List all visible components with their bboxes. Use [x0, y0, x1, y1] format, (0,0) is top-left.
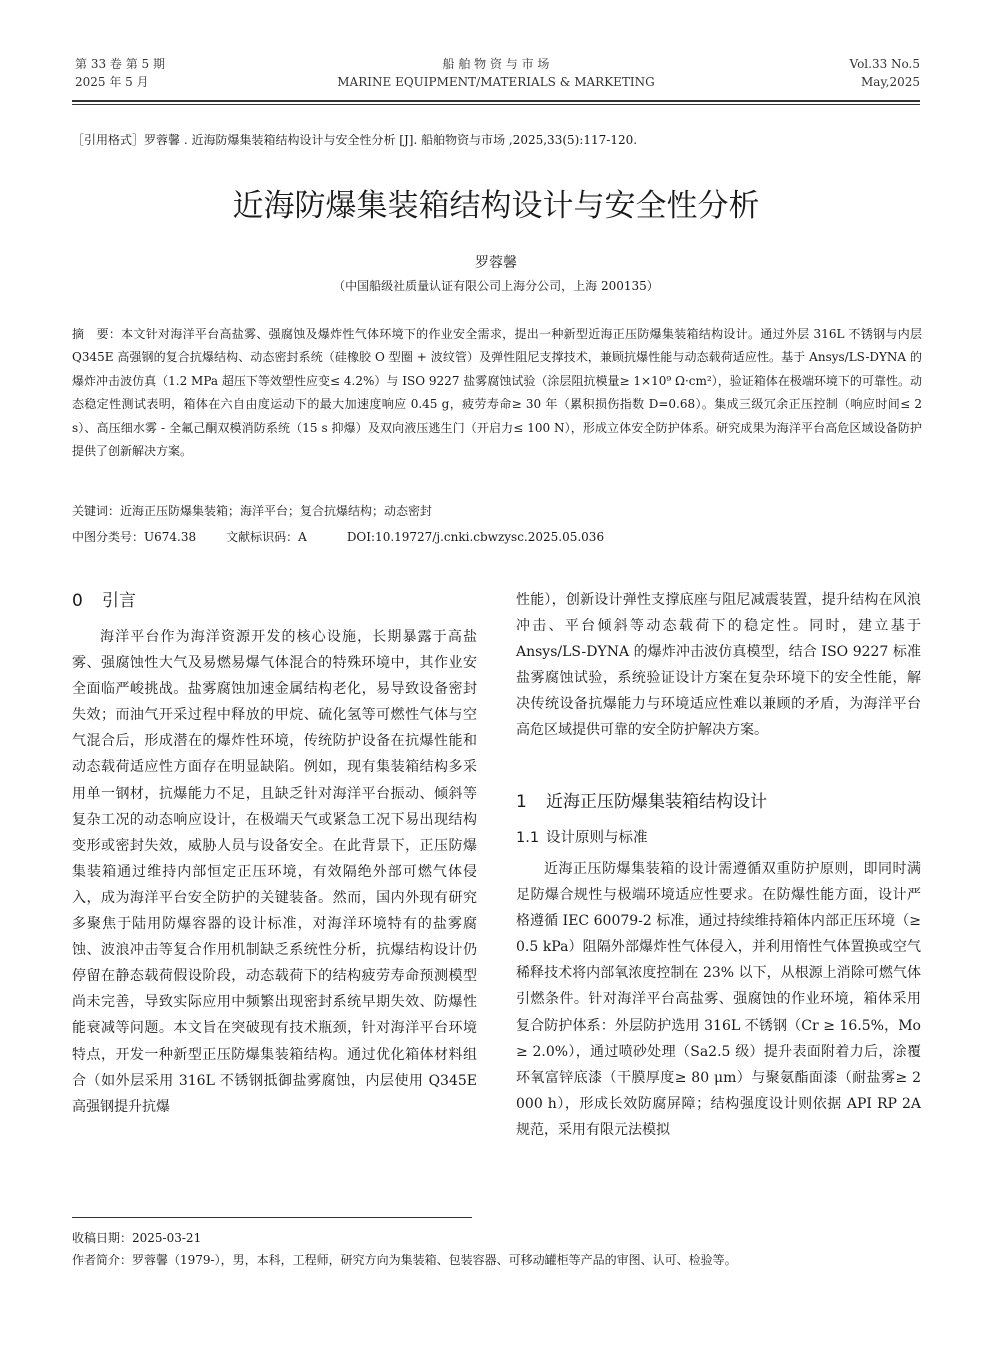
abstract-label: 摘 要：: [72, 327, 122, 341]
section-1-number: 1: [516, 792, 527, 812]
author-bio: [72, 1250, 737, 1270]
issue-date: 2025 年 5 月: [75, 75, 149, 89]
journal-name-header: [0, 55, 992, 91]
classification-line: [72, 526, 922, 548]
intro-paragraph-continued: 性能），创新设计弹性支撑底座与阻尼减震装置，提升结构在风浪冲击、平台倾斜等动态载荷下的稳定性。同时，建立基于 Ansys/LS-DYNA 的爆炸冲击波仿真模型，结合 ISO 9227 标准盐雾腐蚀试验，系统验证设计方案在复杂环境下的安全性能，解决传统设备抗爆能力与环境适应性难以兼顾的矛盾，为海洋平台高危区域提供可靠的安全防护解决方案。: [516, 592, 921, 739]
journal-volume-header: [850, 55, 921, 91]
received-label: 收稿日期：: [72, 1231, 133, 1245]
keywords-text: 近海正压防爆集装箱；海洋平台；复合抗爆结构；动态密封: [120, 504, 433, 518]
author-affiliation: （中国船级社质量认证有限公司上海分公司，上海 200135）: [333, 279, 659, 293]
keywords: [72, 500, 922, 522]
section-0-title: 引言: [102, 591, 136, 611]
doi: DOI:10.19727/j.cnki.cbwzysc.2025.05.036: [346, 530, 605, 544]
subsection-1-1-number: 1.1: [516, 830, 540, 846]
right-column: [516, 587, 921, 744]
section-0-number: 0: [72, 591, 83, 611]
citation-text: 罗蓉馨 . 近海防爆集装箱结构设计与安全性分析 [J]. 船舶物资与市场 ,2025,33(5):117-120.: [144, 133, 638, 147]
section-1-title: 近海正压防爆集装箱结构设计: [546, 792, 767, 812]
doc-code-label: 文献标识码：: [226, 530, 299, 544]
clc-label: 中图分类号：: [72, 530, 145, 544]
received-value: 2025-03-21: [132, 1231, 202, 1245]
journal-name-cn: 船 舶 物 资 与 市 场: [442, 57, 550, 71]
subsection-1-1-title: 设计原则与标准: [546, 830, 648, 846]
right-column-section-1: [516, 856, 921, 1143]
bio-value: 罗蓉馨（1979-），男，本科，工程师，研究方向为集装箱、包装容器、可移动罐柜等产品的审图、认可、检验等。: [132, 1253, 737, 1267]
section-1-heading: [516, 790, 767, 814]
abstract-text: 本文针对海洋平台高盐雾、强腐蚀及爆炸性气体环境下的作业安全需求，提出一种新型近海正压防爆集装箱结构设计。通过外层 316L 不锈钢与内层 Q345E 高强钢的复合抗爆结构、动态密封系统（硅橡胶 O 型圈 + 波纹管）及弹性阻尼支撑技术，兼顾抗爆性能与动态载荷适应性。基于 Ansys/LS-DYNA 的爆炸冲击波仿真（1.2 MPa 超压下等效塑性应变≤ 4.2%）与 ISO 9227 盐雾腐蚀试验（涂层阻抗模量≥ 1×10⁹ Ω·cm²），验证箱体在极端环境下的可靠性。动态稳定性测试表明，箱体在六自由度运动下的最大加速度响应 0.45 g，疲劳寿命≥ 30 年（累积损伤指数 D=0.68）。集成三级冗余正压控制（响应时间≤ 2 s）、高压细水雾 - 全氟己酮双模消防系统（15 s 抑爆）及双向液压逃生门（开启力≤ 100 N），形成立体安全防护体系。研究成果为海洋平台高危区域设备防护提供了创新解决方案。: [72, 327, 922, 459]
left-column: [72, 624, 477, 1120]
abstract: [72, 323, 922, 463]
footnote-rule: [72, 1217, 472, 1218]
citation-format: [72, 131, 920, 149]
journal-name-en: MARINE EQUIPMENT/MATERIALS & MARKETING: [337, 75, 655, 89]
paper-title: 近海防爆集装箱结构设计与安全性分析: [232, 188, 760, 224]
section-1-paragraph-1: 近海正压防爆集装箱的设计需遵循双重防护原则，即同时满足防爆合规性与极端环境适应性要求。在防爆性能方面，设计严格遵循 IEC 60079-2 标准，通过持续维持箱体内部正压环境（≥ 0.5 kPa）阻隔外部爆炸性气体侵入，并利用惰性气体置换或空气稀释技术将内部氧浓度控制在 23% 以下，从根源上消除可燃气体引燃条件。针对海洋平台高盐雾、强腐蚀的作业环境，箱体采用复合防护体系：外层防护选用 316L 不锈钢（Cr ≥ 16.5%，Mo ≥ 2.0%），通过喷砂处理（Sa2.5 级）提升表面附着力后，涂覆环氧富锌底漆（干膜厚度≥ 80 μm）与聚氨酯面漆（耐盐雾≥ 2 000 h），形成长效防腐屏障；结构强度设计则依据 API RP 2A 规范，采用有限元法模拟: [516, 861, 921, 1138]
date-en: May,2025: [861, 75, 920, 89]
section-0-heading: [72, 589, 136, 613]
header-rule-thick: [72, 100, 920, 102]
volume-en: Vol.33 No.5: [849, 57, 920, 71]
volume-issue: 第 33 卷 第 5 期: [75, 57, 165, 71]
intro-paragraph-1: 海洋平台作为海洋资源开发的核心设施，长期暴露于高盐雾、强腐蚀性大气及易燃易爆气体混合的特殊环境中，其作业安全面临严峻挑战。盐雾腐蚀加速金属结构老化，易导致设备密封失效；而油气开采过程中释放的甲烷、硫化氢等可燃性气体与空气混合后，形成潜在的爆炸性环境，传统防护设备在抗爆性能和动态载荷适应性方面存在明显缺陷。例如，现有集装箱结构多采用单一钢材，抗爆能力不足，且缺乏针对海洋平台振动、倾斜等复杂工况的动态响应设计，在极端天气或紧急工况下易出现结构变形或密封失效，威胁人员与设备安全。在此背景下，正压防爆集装箱通过维持内部恒定正压环境，有效隔绝外部可燃气体侵入，成为海洋平台安全防护的关键装备。然而，国内外现有研究多聚焦于陆用防爆容器的设计标准，对海洋环境特有的盐雾腐蚀、波浪冲击等复合作用机制缺乏系统性分析，抗爆结构设计仍停留在静态载荷假设阶段，动态载荷下的结构疲劳寿命预测模型尚未完善，导致实际应用中频繁出现密封系统早期失效、防爆性能衰减等问题。本文旨在突破现有技术瓶颈，针对海洋平台环境特点，开发一种新型正压防爆集装箱结构。通过优化箱体材料组合（如外层采用 316L 不锈钢抵御盐雾腐蚀，内层使用 Q345E 高强钢提升抗爆: [72, 629, 477, 1115]
author-name: 罗蓉馨: [475, 255, 517, 271]
header-rule-thin: [72, 104, 920, 105]
keywords-label: 关键词：: [72, 504, 121, 518]
doc-code-value: A: [298, 530, 307, 544]
clc-value: U674.38: [144, 530, 197, 544]
subsection-1-1-heading: [516, 827, 648, 849]
bio-label: 作者简介：: [72, 1253, 133, 1267]
citation-label: ［引用格式］: [72, 133, 145, 147]
received-date: [72, 1228, 201, 1248]
